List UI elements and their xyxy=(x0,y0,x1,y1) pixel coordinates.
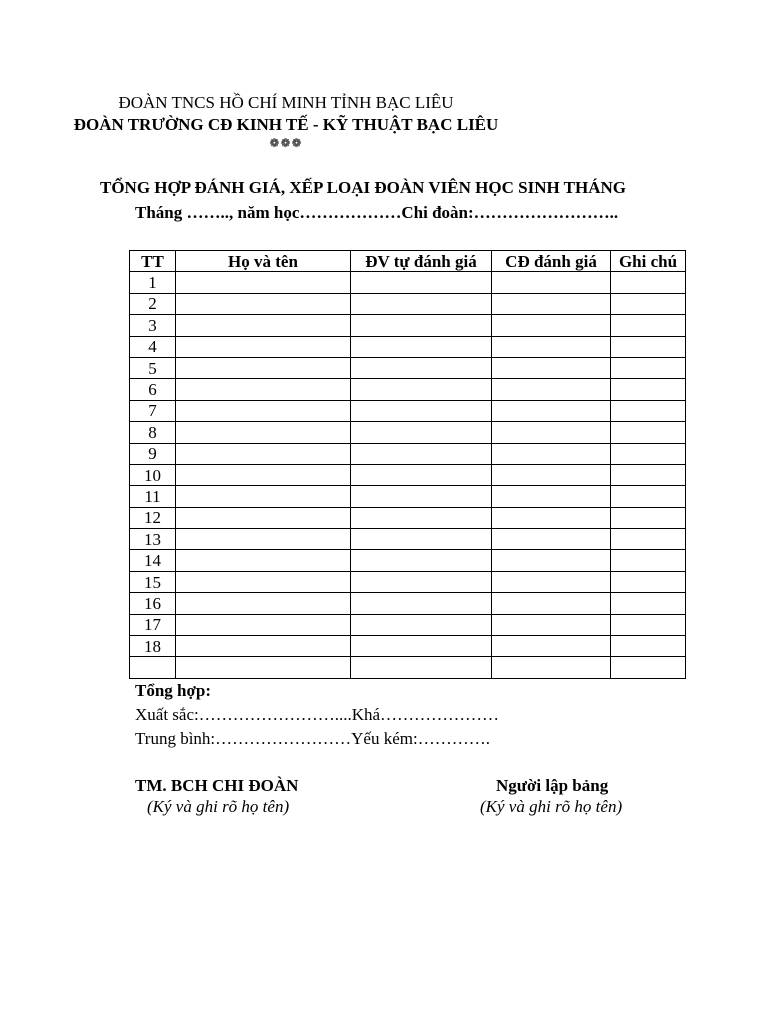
cell-notes xyxy=(611,357,686,378)
cell-notes xyxy=(611,614,686,635)
cell-branch-evaluation xyxy=(492,379,611,400)
cell-tt: 2 xyxy=(130,293,176,314)
column-header-notes: Ghi chú xyxy=(611,251,686,272)
cell-self-evaluation xyxy=(351,400,492,421)
cell-branch-evaluation xyxy=(492,272,611,293)
column-header-branch-evaluation: CĐ đánh giá xyxy=(492,251,611,272)
cell-tt: 15 xyxy=(130,571,176,592)
cell-notes xyxy=(611,443,686,464)
organization-line-2: ĐOÀN TRƯỜNG CĐ KINH TẾ - KỸ THUẬT BẠC LIÊU xyxy=(73,115,499,134)
table-body xyxy=(130,272,686,678)
cell-branch-evaluation xyxy=(492,293,611,314)
cell-notes xyxy=(611,571,686,592)
cell-notes xyxy=(611,400,686,421)
cell-self-evaluation xyxy=(351,293,492,314)
table-row xyxy=(130,272,686,293)
cell-full-name xyxy=(176,486,351,507)
cell-self-evaluation xyxy=(351,593,492,614)
cell-tt: 5 xyxy=(130,357,176,378)
cell-notes xyxy=(611,657,686,678)
cell-self-evaluation xyxy=(351,550,492,571)
cell-tt: 16 xyxy=(130,593,176,614)
cell-full-name xyxy=(176,614,351,635)
cell-branch-evaluation xyxy=(492,336,611,357)
signature-left-note: (Ký và ghi rõ họ tên) xyxy=(147,797,290,816)
cell-full-name xyxy=(176,272,351,293)
cell-tt: 8 xyxy=(130,422,176,443)
signature-right-note: (Ký và ghi rõ họ tên) xyxy=(480,797,623,816)
column-header-tt: TT xyxy=(130,251,176,272)
cell-tt: 12 xyxy=(130,507,176,528)
cell-tt: 18 xyxy=(130,636,176,657)
cell-self-evaluation xyxy=(351,336,492,357)
cell-tt: 6 xyxy=(130,379,176,400)
cell-notes xyxy=(611,336,686,357)
cell-self-evaluation xyxy=(351,657,492,678)
cell-tt: 13 xyxy=(130,529,176,550)
cell-self-evaluation xyxy=(351,529,492,550)
cell-full-name xyxy=(176,293,351,314)
cell-tt: 1 xyxy=(130,272,176,293)
cell-self-evaluation xyxy=(351,422,492,443)
cell-notes xyxy=(611,550,686,571)
cell-notes xyxy=(611,379,686,400)
cell-tt: 11 xyxy=(130,486,176,507)
table-row xyxy=(130,636,686,657)
cell-tt: 3 xyxy=(130,315,176,336)
cell-tt: 17 xyxy=(130,614,176,635)
table-row xyxy=(130,529,686,550)
cell-notes xyxy=(611,422,686,443)
cell-self-evaluation xyxy=(351,379,492,400)
cell-notes xyxy=(611,464,686,485)
cell-branch-evaluation xyxy=(492,550,611,571)
cell-self-evaluation xyxy=(351,571,492,592)
table-row xyxy=(130,464,686,485)
header-ornament: ❁❁❁ xyxy=(269,136,303,150)
summary-line-2: Trung bình:……………………Yếu kém:…………. xyxy=(135,729,490,748)
table-row xyxy=(130,379,686,400)
cell-full-name xyxy=(176,636,351,657)
cell-full-name xyxy=(176,657,351,678)
table-row xyxy=(130,486,686,507)
cell-full-name xyxy=(176,357,351,378)
cell-branch-evaluation xyxy=(492,443,611,464)
cell-tt: 9 xyxy=(130,443,176,464)
table-row xyxy=(130,400,686,421)
cell-self-evaluation xyxy=(351,357,492,378)
cell-notes xyxy=(611,593,686,614)
cell-full-name xyxy=(176,529,351,550)
cell-self-evaluation xyxy=(351,636,492,657)
cell-branch-evaluation xyxy=(492,315,611,336)
cell-branch-evaluation xyxy=(492,529,611,550)
cell-self-evaluation xyxy=(351,315,492,336)
cell-self-evaluation xyxy=(351,507,492,528)
cell-full-name xyxy=(176,593,351,614)
table-row xyxy=(130,422,686,443)
cell-branch-evaluation xyxy=(492,593,611,614)
cell-self-evaluation xyxy=(351,272,492,293)
cell-notes xyxy=(611,529,686,550)
table-row xyxy=(130,593,686,614)
cell-branch-evaluation xyxy=(492,571,611,592)
summary-heading: Tổng hợp: xyxy=(135,681,212,700)
table-row xyxy=(130,550,686,571)
cell-tt: 7 xyxy=(130,400,176,421)
cell-branch-evaluation xyxy=(492,464,611,485)
table-row xyxy=(130,336,686,357)
cell-tt: 10 xyxy=(130,464,176,485)
column-header-full-name: Họ và tên xyxy=(176,251,351,272)
evaluation-table xyxy=(129,250,686,679)
signature-right-title: Người lập bảng xyxy=(496,776,609,795)
cell-full-name xyxy=(176,315,351,336)
signature-left-title: TM. BCH CHI ĐOÀN xyxy=(135,776,299,795)
document-title: TỔNG HỢP ĐÁNH GIÁ, XẾP LOẠI ĐOÀN VIÊN HỌC SINH THÁNG xyxy=(100,178,626,197)
cell-branch-evaluation xyxy=(492,507,611,528)
cell-tt: 14 xyxy=(130,550,176,571)
table-row xyxy=(130,507,686,528)
cell-notes xyxy=(611,486,686,507)
cell-notes xyxy=(611,315,686,336)
cell-self-evaluation xyxy=(351,614,492,635)
cell-full-name xyxy=(176,379,351,400)
table-row xyxy=(130,614,686,635)
cell-full-name xyxy=(176,400,351,421)
cell-full-name xyxy=(176,550,351,571)
table-row xyxy=(130,443,686,464)
cell-notes xyxy=(611,636,686,657)
cell-notes xyxy=(611,272,686,293)
table-row xyxy=(130,315,686,336)
organization-line-1: ĐOÀN TNCS HỒ CHÍ MINH TỈNH BẠC LIÊU xyxy=(118,93,454,112)
cell-branch-evaluation xyxy=(492,422,611,443)
cell-branch-evaluation xyxy=(492,486,611,507)
cell-full-name xyxy=(176,443,351,464)
summary-line-1: Xuất sắc:……………………....Khá………………… xyxy=(135,705,500,724)
cell-notes xyxy=(611,293,686,314)
cell-tt: 4 xyxy=(130,336,176,357)
cell-full-name xyxy=(176,422,351,443)
cell-tt xyxy=(130,657,176,678)
cell-branch-evaluation xyxy=(492,400,611,421)
cell-full-name xyxy=(176,571,351,592)
cell-full-name xyxy=(176,336,351,357)
cell-self-evaluation xyxy=(351,443,492,464)
cell-branch-evaluation xyxy=(492,636,611,657)
cell-full-name xyxy=(176,464,351,485)
table-row xyxy=(130,293,686,314)
cell-branch-evaluation xyxy=(492,614,611,635)
table-row xyxy=(130,571,686,592)
table-header-row xyxy=(130,251,686,272)
cell-notes xyxy=(611,507,686,528)
document-subtitle: Tháng …….., năm học………………Chi đoàn:…………………….. xyxy=(135,203,619,222)
cell-self-evaluation xyxy=(351,486,492,507)
table-row xyxy=(130,657,686,678)
cell-self-evaluation xyxy=(351,464,492,485)
column-header-self-evaluation: ĐV tự đánh giá xyxy=(351,251,492,272)
table-row xyxy=(130,357,686,378)
cell-branch-evaluation xyxy=(492,357,611,378)
cell-full-name xyxy=(176,507,351,528)
cell-branch-evaluation xyxy=(492,657,611,678)
